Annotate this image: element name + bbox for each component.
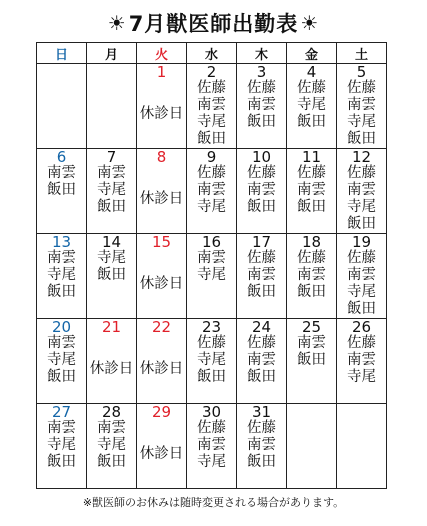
doctor-list bbox=[237, 165, 287, 234]
closed-day-label: 休診日 bbox=[137, 250, 187, 319]
doctor-name: 寺尾 bbox=[97, 250, 126, 266]
doctor-list bbox=[37, 420, 87, 489]
doctor-name: 南雲 bbox=[347, 267, 376, 283]
day-number: 28 bbox=[87, 404, 137, 421]
doctor-list bbox=[37, 80, 87, 149]
doctor-name: 寺尾 bbox=[47, 352, 76, 368]
day-number: 10 bbox=[237, 149, 287, 166]
doctor-name: 南雲 bbox=[297, 182, 326, 198]
day-number: 26 bbox=[337, 319, 387, 336]
doctor-list bbox=[87, 80, 137, 149]
doctor-name: 南雲 bbox=[47, 250, 76, 266]
doctor-list bbox=[87, 420, 137, 489]
weekday-header: 金 bbox=[287, 43, 337, 64]
day-number-row bbox=[37, 404, 387, 421]
doctor-name: 佐藤 bbox=[247, 250, 276, 266]
doctor-name: 寺尾 bbox=[47, 267, 76, 283]
day-number-row bbox=[37, 319, 387, 336]
doctor-name: 南雲 bbox=[247, 267, 276, 283]
doctor-name: 飯田 bbox=[247, 284, 276, 300]
day-number: 23 bbox=[187, 319, 237, 336]
doctor-name: 佐藤 bbox=[247, 165, 276, 181]
doctor-name: 南雲 bbox=[47, 335, 76, 351]
doctor-name: 飯田 bbox=[97, 454, 126, 470]
doctor-list bbox=[237, 335, 287, 404]
day-number: 9 bbox=[187, 149, 237, 166]
doctor-name: 南雲 bbox=[247, 97, 276, 113]
doctor-name: 飯田 bbox=[247, 454, 276, 470]
closed-day-label: 休診日 bbox=[137, 165, 187, 234]
doctor-row bbox=[37, 80, 387, 149]
day-number bbox=[37, 64, 87, 81]
doctor-name: 飯田 bbox=[297, 352, 326, 368]
doctor-list bbox=[337, 80, 387, 149]
day-number bbox=[287, 404, 337, 421]
day-number: 27 bbox=[37, 404, 87, 421]
doctor-name: 南雲 bbox=[247, 352, 276, 368]
doctor-name: 飯田 bbox=[247, 369, 276, 385]
doctor-list bbox=[187, 250, 237, 319]
doctor-list bbox=[337, 420, 387, 489]
day-number: 11 bbox=[287, 149, 337, 166]
doctor-list bbox=[87, 250, 137, 319]
sun-icon: ☀ bbox=[300, 11, 320, 35]
doctor-name: 南雲 bbox=[97, 165, 126, 181]
calendar-body bbox=[37, 64, 387, 489]
doctor-list bbox=[37, 250, 87, 319]
doctor-name: 飯田 bbox=[97, 267, 126, 283]
doctor-list bbox=[187, 335, 237, 404]
doctor-name: 南雲 bbox=[197, 437, 226, 453]
doctor-name: 南雲 bbox=[247, 437, 276, 453]
doctor-row bbox=[37, 165, 387, 234]
doctor-name: 南雲 bbox=[47, 165, 76, 181]
doctor-name: 飯田 bbox=[97, 199, 126, 215]
doctor-name: 寺尾 bbox=[197, 114, 226, 130]
weekday-header: 木 bbox=[237, 43, 287, 64]
doctor-name: 寺尾 bbox=[297, 97, 326, 113]
doctor-name: 飯田 bbox=[297, 284, 326, 300]
weekday-header: 日 bbox=[37, 43, 87, 64]
doctor-name: 寺尾 bbox=[47, 437, 76, 453]
doctor-name: 南雲 bbox=[47, 420, 76, 436]
doctor-list bbox=[237, 80, 287, 149]
doctor-list bbox=[237, 250, 287, 319]
doctor-name: 飯田 bbox=[347, 131, 376, 147]
closed-day-label: 休診日 bbox=[137, 335, 187, 404]
doctor-list bbox=[237, 420, 287, 489]
day-number: 22 bbox=[137, 319, 187, 336]
sun-icon: ☀ bbox=[107, 11, 127, 35]
day-number-row bbox=[37, 234, 387, 251]
doctor-name: 南雲 bbox=[297, 335, 326, 351]
doctor-name: 南雲 bbox=[297, 267, 326, 283]
day-number: 3 bbox=[237, 64, 287, 81]
doctor-list bbox=[287, 335, 337, 404]
weekday-header-row bbox=[37, 43, 387, 64]
footer-note: ※獣医師のお休みは随時変更される場合があります。 bbox=[82, 496, 345, 509]
day-number: 25 bbox=[287, 319, 337, 336]
doctor-name: 飯田 bbox=[347, 216, 376, 232]
day-number: 8 bbox=[137, 149, 187, 166]
day-number: 18 bbox=[287, 234, 337, 251]
day-number: 19 bbox=[337, 234, 387, 251]
doctor-name: 佐藤 bbox=[197, 420, 226, 436]
day-number bbox=[87, 64, 137, 81]
doctor-name: 南雲 bbox=[197, 250, 226, 266]
day-number: 15 bbox=[137, 234, 187, 251]
doctor-name: 飯田 bbox=[47, 182, 76, 198]
doctor-list bbox=[287, 80, 337, 149]
doctor-name: 寺尾 bbox=[197, 454, 226, 470]
doctor-list bbox=[187, 80, 237, 149]
doctor-name: 佐藤 bbox=[197, 165, 226, 181]
doctor-row bbox=[37, 250, 387, 319]
page-title bbox=[0, 6, 427, 40]
day-number: 24 bbox=[237, 319, 287, 336]
weekday-header: 火 bbox=[137, 43, 187, 64]
doctor-name: 南雲 bbox=[347, 352, 376, 368]
doctor-name: 飯田 bbox=[247, 199, 276, 215]
doctor-name: 飯田 bbox=[47, 284, 76, 300]
doctor-name: 寺尾 bbox=[97, 182, 126, 198]
day-number: 1 bbox=[137, 64, 187, 81]
day-number: 13 bbox=[37, 234, 87, 251]
doctor-name: 飯田 bbox=[47, 454, 76, 470]
day-number-row bbox=[37, 64, 387, 81]
doctor-name: 寺尾 bbox=[347, 369, 376, 385]
doctor-list bbox=[187, 165, 237, 234]
doctor-list bbox=[287, 420, 337, 489]
closed-day-label: 休診日 bbox=[87, 335, 137, 404]
doctor-name: 佐藤 bbox=[347, 80, 376, 96]
day-number: 16 bbox=[187, 234, 237, 251]
doctor-name: 飯田 bbox=[297, 114, 326, 130]
day-number: 29 bbox=[137, 404, 187, 421]
day-number: 30 bbox=[187, 404, 237, 421]
schedule-calendar bbox=[36, 42, 387, 489]
doctor-name: 寺尾 bbox=[347, 199, 376, 215]
doctor-list bbox=[187, 420, 237, 489]
doctor-name: 飯田 bbox=[297, 199, 326, 215]
doctor-name: 飯田 bbox=[47, 369, 76, 385]
doctor-name: 佐藤 bbox=[247, 335, 276, 351]
doctor-name: 飯田 bbox=[197, 369, 226, 385]
doctor-name: 佐藤 bbox=[297, 80, 326, 96]
title-text: 7月獣医師出勤表 bbox=[128, 12, 299, 36]
doctor-name: 寺尾 bbox=[97, 437, 126, 453]
doctor-name: 飯田 bbox=[347, 301, 376, 317]
closed-day-label: 休診日 bbox=[137, 80, 187, 149]
day-number: 14 bbox=[87, 234, 137, 251]
doctor-list bbox=[37, 335, 87, 404]
doctor-list bbox=[287, 165, 337, 234]
weekday-header: 土 bbox=[337, 43, 387, 64]
day-number: 17 bbox=[237, 234, 287, 251]
day-number bbox=[337, 404, 387, 421]
day-number: 4 bbox=[287, 64, 337, 81]
doctor-list bbox=[87, 165, 137, 234]
doctor-name: 寺尾 bbox=[347, 114, 376, 130]
doctor-name: 佐藤 bbox=[197, 80, 226, 96]
day-number: 7 bbox=[87, 149, 137, 166]
doctor-name: 南雲 bbox=[247, 182, 276, 198]
doctor-name: 南雲 bbox=[347, 97, 376, 113]
doctor-name: 南雲 bbox=[97, 420, 126, 436]
doctor-name: 佐藤 bbox=[247, 420, 276, 436]
closed-day-label: 休診日 bbox=[137, 420, 187, 489]
doctor-list bbox=[337, 250, 387, 319]
doctor-name: 南雲 bbox=[347, 182, 376, 198]
day-number-row bbox=[37, 149, 387, 166]
doctor-list bbox=[287, 250, 337, 319]
day-number: 31 bbox=[237, 404, 287, 421]
doctor-list bbox=[337, 165, 387, 234]
doctor-name: 南雲 bbox=[197, 182, 226, 198]
doctor-name: 佐藤 bbox=[297, 165, 326, 181]
doctor-name: 佐藤 bbox=[297, 250, 326, 266]
doctor-name: 飯田 bbox=[247, 114, 276, 130]
doctor-name: 寺尾 bbox=[197, 267, 226, 283]
day-number: 2 bbox=[187, 64, 237, 81]
doctor-row bbox=[37, 420, 387, 489]
doctor-name: 佐藤 bbox=[347, 165, 376, 181]
doctor-name: 佐藤 bbox=[197, 335, 226, 351]
doctor-list bbox=[37, 165, 87, 234]
doctor-list bbox=[337, 335, 387, 404]
day-number: 6 bbox=[37, 149, 87, 166]
day-number: 12 bbox=[337, 149, 387, 166]
day-number: 5 bbox=[337, 64, 387, 81]
doctor-name: 寺尾 bbox=[197, 352, 226, 368]
day-number: 20 bbox=[37, 319, 87, 336]
doctor-name: 佐藤 bbox=[347, 250, 376, 266]
day-number: 21 bbox=[87, 319, 137, 336]
doctor-name: 南雲 bbox=[197, 97, 226, 113]
doctor-name: 寺尾 bbox=[347, 284, 376, 300]
doctor-name: 飯田 bbox=[197, 131, 226, 147]
doctor-name: 佐藤 bbox=[347, 335, 376, 351]
weekday-header: 水 bbox=[187, 43, 237, 64]
weekday-header: 月 bbox=[87, 43, 137, 64]
doctor-name: 寺尾 bbox=[197, 199, 226, 215]
doctor-row bbox=[37, 335, 387, 404]
doctor-name: 佐藤 bbox=[247, 80, 276, 96]
